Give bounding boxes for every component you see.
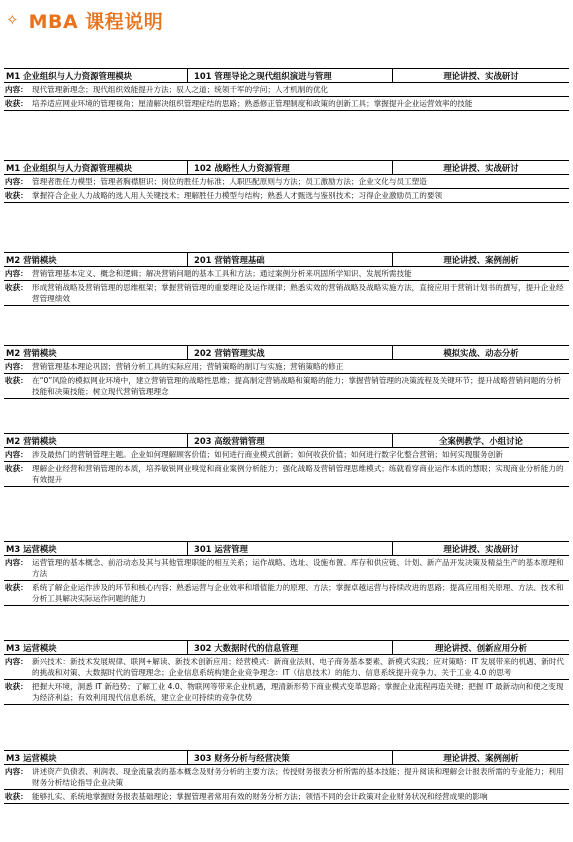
course-header xyxy=(4,160,569,175)
course-name: 102 战略性人力资源管理 xyxy=(187,161,392,174)
gain-label: 收获： xyxy=(5,376,28,385)
content-row xyxy=(4,175,569,189)
course-name: 202 营销管理实战 xyxy=(187,346,392,359)
gain-label: 收获： xyxy=(5,682,28,691)
course-block xyxy=(4,345,569,399)
course-block xyxy=(4,541,569,606)
teaching-method: 理论讲授、实战研讨 xyxy=(392,69,569,82)
content-text: 新兴技术：新技术发展规律、联网+解读、新技术创新应用；经营模式：新商业法则、电子商务基本要素、新模式实践；应对策略：IT 发展带来的机遇、新时代的挑战和对策、大数据时代的管理理念；企业信息系统构建企业竞争理念：IT（信息技术）的能力、信息系统提升竞争力、关于工业 4.0 的思考 xyxy=(32,657,565,677)
gain-row xyxy=(4,374,569,399)
course-header xyxy=(4,68,569,83)
content-row xyxy=(4,448,569,462)
content-label: 内容： xyxy=(5,450,28,459)
course-header xyxy=(4,750,569,765)
content-label: 内容： xyxy=(5,269,28,278)
module-name: M1 企业组织与人力资源管理模块 xyxy=(6,70,132,81)
gain-text: 把握大环境，洞悉 IT 新趋势；了解工业 4.0、物联网等带来企业机遇，理清新形势下商业模式变革思路；掌握企业流程再造关键；把握 IT 最新动向和使之变现为经济利益；有效利用现代信息系统，建立企业可持续的竞争优势 xyxy=(32,682,564,702)
content-text: 营销管理基本定义、概念和逻辑；解决营销问题的基本工具和方法；通过案例分析来巩固所学知识、发展所需技能 xyxy=(32,269,412,278)
course-block xyxy=(4,433,569,487)
course-block xyxy=(4,252,569,306)
module-name: M3 运营模块 xyxy=(6,752,57,763)
content-label: 内容： xyxy=(5,657,28,666)
teaching-method: 理论讲授、案例剖析 xyxy=(392,751,569,764)
content-row xyxy=(4,360,569,374)
teaching-method: 模拟实战、动态分析 xyxy=(392,346,569,359)
module-name: M1 企业组织与人力资源管理模块 xyxy=(6,162,132,173)
gain-label: 收获： xyxy=(5,99,28,108)
content-label: 内容： xyxy=(5,177,28,186)
content-label: 内容： xyxy=(5,558,28,567)
module-name: M3 运营模块 xyxy=(6,543,57,554)
module-name: M2 营销模块 xyxy=(6,347,57,358)
gain-row xyxy=(4,97,569,111)
gain-row xyxy=(4,462,569,487)
content-row xyxy=(4,267,569,281)
module-name: M2 营销模块 xyxy=(6,254,57,265)
teaching-method: 理论讲授、实战研讨 xyxy=(392,161,569,174)
gain-label: 收获： xyxy=(5,792,28,801)
course-header xyxy=(4,252,569,267)
course-name: 201 营销管理基础 xyxy=(187,253,392,266)
course-block xyxy=(4,750,569,804)
content-row xyxy=(4,765,569,790)
gain-label: 收获： xyxy=(5,191,28,200)
teaching-method: 全案例教学、小组讨论 xyxy=(392,434,569,447)
content-text: 现代管理新理念；现代组织效能提升方法；驭人之道；统领千军的学问；人才机制的优化 xyxy=(32,85,329,94)
gain-row xyxy=(4,680,569,705)
course-name: 203 高级营销管理 xyxy=(187,434,392,447)
course-name: 303 财务分析与经营决策 xyxy=(187,751,392,764)
content-text: 管理者胜任力模型；管理者胸襟胆识；岗位的胜任力标准；人职匹配原则与方法；员工激励方法；企业文化与员工塑造 xyxy=(32,177,427,186)
course-header xyxy=(4,541,569,556)
gain-row xyxy=(4,790,569,804)
page-title xyxy=(6,6,163,34)
module-name: M3 运营模块 xyxy=(6,642,57,653)
course-name: 301 运营管理 xyxy=(187,542,392,555)
course-header xyxy=(4,345,569,360)
page-title-text: MBA 课程说明 xyxy=(28,10,164,33)
gain-text: 能够扎实、系统地掌握财务报表基础理论；掌握管理者常用有效的财务分析方法；领悟不同的会计政策对企业财务状况和经营成果的影响 xyxy=(32,792,488,801)
teaching-method: 理论讲授、实战研讨 xyxy=(392,542,569,555)
gain-text: 系统了解企业运作涉及的环节和核心内容；熟悉运营与企业效率和增值能力的原理、方法；掌握卓越运营与持续改进的思路；提高应用相关原理、方法、技术和分析工具解决实际运作问题的能力 xyxy=(32,583,564,603)
gain-label: 收获： xyxy=(5,583,28,592)
course-block xyxy=(4,640,569,705)
course-block xyxy=(4,160,569,203)
content-label: 内容： xyxy=(5,85,28,94)
content-row xyxy=(4,556,569,581)
gain-text: 形成营销战略及营销管理的思维框架；掌握营销管理的重要理论及运作规律；熟悉实效的营销战略及战略实施方法，直接应用于营销计划书的撰写，提升企业经营管理绩效 xyxy=(32,283,564,303)
gain-row xyxy=(4,581,569,606)
module-name: M2 营销模块 xyxy=(6,435,57,446)
diamond-icon: ✧ xyxy=(6,10,19,29)
gain-text: 在“0”风险的模拟网业环境中，建立营销管理的战略性思维；提高制定营销战略和策略的能力；掌握营销管理的决策流程及关键环节；提升战略营销问题的分析技能和决策技能；树立现代营销管理理念 xyxy=(32,376,562,396)
gain-text: 理解企业经营和营销管理的本质，培养敏锐网业嗅觉和商业案例分析能力；强化战略及营销管理思维模式；练就看穿商业运作本质的慧眼；实现商业分析能力的有效提升 xyxy=(32,464,564,484)
course-block xyxy=(4,68,569,111)
content-label: 内容： xyxy=(5,767,28,776)
course-name: 302 大数据时代的信息管理 xyxy=(187,641,392,654)
teaching-method: 理论讲授、案例剖析 xyxy=(392,253,569,266)
gain-row xyxy=(4,189,569,203)
gain-label: 收获： xyxy=(5,283,28,292)
course-name: 101 管理导论之现代组织演进与管理 xyxy=(187,69,392,82)
content-text: 涉及最热门的营销管理主题。企业如何理解顾客价值；如何进行商业模式创新；如何收获价值；如何进行数字化整合营销；如何实现服务创新 xyxy=(32,450,503,459)
gain-row xyxy=(4,281,569,306)
content-row xyxy=(4,83,569,97)
content-row xyxy=(4,655,569,680)
gain-text: 掌握符合企业人力战略的选人用人关键技术；理解胜任力模型与结构；熟悉人才甄选与鉴别技术；习得企业激励员工的要领 xyxy=(32,191,443,200)
gain-label: 收获： xyxy=(5,464,28,473)
course-header xyxy=(4,640,569,655)
course-header xyxy=(4,433,569,448)
content-text: 讲述资产负债表、利润表、现金流量表的基本概念及财务分析的主要方法；传授财务报表分析所需的基本技能；提升阅读和理解会计报表所需的专业能力；利用财务分析结论指导企业决策 xyxy=(32,767,564,787)
content-label: 内容： xyxy=(5,362,28,371)
content-text: 运营管理的基本概念、前沿动态及其与其他管理职能的相互关系；运作战略、选址、设施布置、库存和供应链、计划、新产品开发决策及精益生产的基本原理和方法 xyxy=(32,558,564,578)
gain-text: 培养适应网业环境的管理视角；厘清解决组织管理症结的思路；熟悉修正管理制度和政策的创新工具；掌握提升企业运营效率的技能 xyxy=(32,99,473,108)
teaching-method: 理论讲授、创新应用分析 xyxy=(392,641,569,654)
content-text: 营销管理基本理论巩固；营销分析工具的实际应用；营销策略的制订与实施；营销策略的修正 xyxy=(32,362,344,371)
